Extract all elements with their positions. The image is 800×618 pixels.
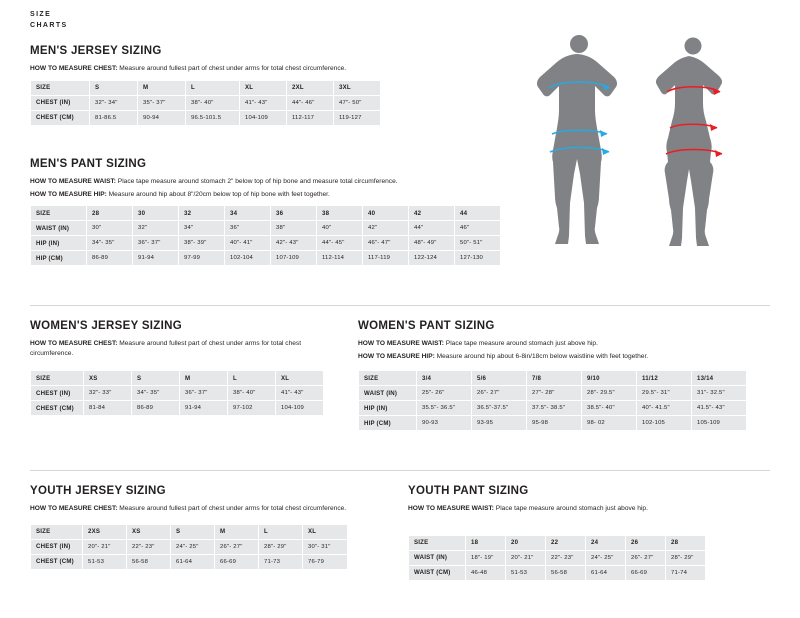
female-body-diagram	[656, 38, 722, 247]
table-cell: 46-48	[466, 565, 506, 580]
table-cell: 44"- 45"	[317, 236, 363, 251]
table-row-label: WAIST (IN)	[409, 550, 466, 565]
table-header-cell: 9/10	[582, 371, 637, 386]
table-cell: 71-74	[666, 565, 706, 580]
table-row-label: CHEST (IN)	[31, 539, 83, 554]
table-cell: 40"	[317, 221, 363, 236]
table-header-cell: SIZE	[31, 206, 87, 221]
page-title	[30, 9, 68, 31]
table-row	[31, 110, 381, 125]
arrow-head-icon	[600, 130, 607, 137]
table-header-cell: L	[228, 371, 276, 386]
table-cell: 127-130	[455, 251, 501, 266]
table-cell: 38"- 40"	[186, 95, 240, 110]
table-cell: 26"- 27"	[215, 539, 259, 554]
table-header-cell: 30	[133, 206, 179, 221]
howto-label: HOW TO MEASURE HIP:	[358, 352, 435, 360]
table-cell: 37.5"- 38.5"	[527, 401, 582, 416]
table-cell: 97-99	[179, 251, 225, 266]
howto-label: HOW TO MEASURE WAIST:	[358, 340, 444, 347]
table-cell: 22"- 23"	[546, 550, 586, 565]
table-header-cell: 44	[455, 206, 501, 221]
table-cell: 97-102	[228, 401, 276, 416]
table-row	[31, 221, 501, 236]
section-mens-jersey	[30, 45, 500, 126]
table-cell: 86-89	[132, 401, 180, 416]
table-row	[31, 206, 501, 221]
table-cell: 102-105	[637, 416, 692, 431]
table-row	[31, 80, 381, 95]
table-cell: 38.5"- 40"	[582, 401, 637, 416]
table-header-cell: SIZE	[31, 371, 84, 386]
size-table-mens-pant	[30, 205, 501, 266]
table-row-label: CHEST (CM)	[31, 110, 90, 125]
table-cell: 38"- 39"	[179, 236, 225, 251]
table-row	[359, 416, 747, 431]
table-header-cell: SIZE	[359, 371, 417, 386]
table-cell: 42"- 43"	[271, 236, 317, 251]
table-cell: 22"- 23"	[127, 539, 171, 554]
howto-label: HOW TO MEASURE CHEST:	[30, 505, 118, 512]
table-row-label: CHEST (IN)	[31, 95, 90, 110]
howto-label: HOW TO MEASURE WAIST:	[408, 505, 494, 512]
section-title: MEN'S PANT SIZING	[30, 158, 147, 170]
table-header-cell: 24	[586, 535, 626, 550]
table-header-cell: 13/14	[692, 371, 747, 386]
table-cell: 27"- 28"	[527, 386, 582, 401]
table-cell: 32"- 34"	[90, 95, 138, 110]
table-cell: 36"- 37"	[133, 236, 179, 251]
table-cell: 32"- 33"	[84, 386, 132, 401]
table-cell: 112-117	[287, 110, 334, 125]
table-cell: 95-98	[527, 416, 582, 431]
table-cell: 90-94	[138, 110, 186, 125]
table-cell: 107-109	[271, 251, 317, 266]
table-cell: 48"- 49"	[409, 236, 455, 251]
table-cell: 91-94	[180, 401, 228, 416]
howto-text: Place tape measure around stomach just above hip.	[443, 340, 598, 347]
table-row-label: CHEST (CM)	[31, 401, 84, 416]
table-cell: 112-114	[317, 251, 363, 266]
table-header-cell: 5/6	[472, 371, 527, 386]
table-cell: 76-79	[303, 554, 348, 569]
table-header-cell: 28	[666, 535, 706, 550]
table-cell: 66-69	[215, 554, 259, 569]
table-row	[31, 251, 501, 266]
howto-measure-hip	[30, 190, 510, 200]
howto-text: Place tape measure around stomach just above hip.	[493, 505, 648, 512]
table-header-cell: 2XS	[83, 524, 127, 539]
howto-text: Measure around fullest part of chest under arms for total chest circumference.	[30, 340, 302, 357]
table-cell: 38"	[271, 221, 317, 236]
table-cell: 117-119	[363, 251, 409, 266]
table-header-cell: 18	[466, 535, 506, 550]
table-header-cell: 7/8	[527, 371, 582, 386]
body-diagrams	[520, 30, 770, 280]
table-cell: 24"- 25"	[171, 539, 215, 554]
table-cell: 35"- 37"	[138, 95, 186, 110]
table-cell: 24"- 25"	[586, 550, 626, 565]
table-cell: 81-84	[84, 401, 132, 416]
table-header-cell: XS	[127, 524, 171, 539]
table-row	[31, 524, 348, 539]
table-header-cell: 26	[626, 535, 666, 550]
section-title: YOUTH JERSEY SIZING	[30, 485, 166, 497]
table-cell: 20"- 21"	[506, 550, 546, 565]
table-header-cell: 42	[409, 206, 455, 221]
table-header-cell: 36	[271, 206, 317, 221]
table-cell: 41.5"- 43"	[692, 401, 747, 416]
table-header-cell: 34	[225, 206, 271, 221]
table-header-cell: M	[180, 371, 228, 386]
section-title: MEN'S JERSEY SIZING	[30, 45, 162, 57]
table-header-cell: 11/12	[637, 371, 692, 386]
table-row-label: WAIST (IN)	[359, 386, 417, 401]
arrow-head-icon	[715, 150, 722, 157]
table-cell: 102-104	[225, 251, 271, 266]
table-cell: 44"- 46"	[287, 95, 334, 110]
section-title: WOMEN'S PANT SIZING	[358, 320, 495, 332]
table-cell: 61-64	[171, 554, 215, 569]
table-cell: 96.5-101.5	[186, 110, 240, 125]
arrow-head-icon	[710, 124, 717, 131]
table-row-label: HIP (CM)	[31, 251, 87, 266]
table-cell: 56-58	[127, 554, 171, 569]
table-cell: 30"	[87, 221, 133, 236]
howto-measure-waist	[30, 177, 510, 187]
table-cell: 51-53	[506, 565, 546, 580]
table-cell: 26"- 27"	[626, 550, 666, 565]
howto-label: HOW TO MEASURE WAIST:	[30, 178, 116, 185]
table-cell: 40"- 41.5"	[637, 401, 692, 416]
table-header-cell: 38	[317, 206, 363, 221]
section-title: WOMEN'S JERSEY SIZING	[30, 320, 182, 332]
table-cell: 25"- 26"	[417, 386, 472, 401]
table-cell: 31"- 32.5"	[692, 386, 747, 401]
table-cell: 51-53	[83, 554, 127, 569]
table-row	[409, 535, 706, 550]
table-row-label: HIP (CM)	[359, 416, 417, 431]
divider	[30, 470, 770, 471]
table-row-label: CHEST (IN)	[31, 386, 84, 401]
table-cell: 29.5"- 31"	[637, 386, 692, 401]
section-title: YOUTH PANT SIZING	[408, 485, 529, 497]
table-header-cell: SIZE	[31, 80, 90, 95]
male-body-diagram	[537, 35, 617, 244]
table-header-cell: XL	[303, 524, 348, 539]
table-header-cell: 28	[87, 206, 133, 221]
table-row	[31, 554, 348, 569]
table-row	[409, 565, 706, 580]
size-table-womens-jersey	[30, 370, 324, 416]
table-row-label: WAIST (IN)	[31, 221, 87, 236]
table-cell: 41"- 43"	[276, 386, 324, 401]
howto-label: HOW TO MEASURE CHEST:	[30, 65, 118, 72]
table-cell: 30"- 31"	[303, 539, 348, 554]
howto-measure-chest	[30, 64, 500, 74]
page-title-line2: CHARTS	[30, 22, 68, 29]
section-youth-pant	[408, 485, 708, 581]
size-table-mens-jersey	[30, 80, 381, 126]
page-title-line1: SIZE	[30, 11, 52, 18]
table-cell: 42"	[363, 221, 409, 236]
table-row	[359, 401, 747, 416]
table-cell: 47"- 50"	[334, 95, 381, 110]
table-header-cell: M	[138, 80, 186, 95]
table-header-cell: S	[171, 524, 215, 539]
table-header-cell: XL	[240, 80, 287, 95]
table-row-label: CHEST (CM)	[31, 554, 83, 569]
table-cell: 46"	[455, 221, 501, 236]
howto-measure-waist	[408, 504, 708, 514]
size-table-womens-pant	[358, 370, 747, 431]
table-cell: 98- 02	[582, 416, 637, 431]
table-cell: 32"	[133, 221, 179, 236]
table-header-cell: 22	[546, 535, 586, 550]
table-row	[359, 371, 747, 386]
table-row-label: HIP (IN)	[31, 236, 87, 251]
table-cell: 104-109	[276, 401, 324, 416]
table-cell: 18"- 19"	[466, 550, 506, 565]
table-cell: 35.5"- 36.5"	[417, 401, 472, 416]
table-header-cell: 2XL	[287, 80, 334, 95]
howto-measure-waist	[358, 339, 758, 349]
section-mens-pant	[30, 158, 510, 266]
table-row-label: WAIST (CM)	[409, 565, 466, 580]
table-cell: 34"- 35"	[132, 386, 180, 401]
table-cell: 61-64	[586, 565, 626, 580]
table-cell: 40"- 41"	[225, 236, 271, 251]
table-header-cell: 32	[179, 206, 225, 221]
table-cell: 119-127	[334, 110, 381, 125]
table-cell: 36"- 37"	[180, 386, 228, 401]
table-row-label: HIP (IN)	[359, 401, 417, 416]
table-cell: 28"- 29.5"	[582, 386, 637, 401]
table-cell: 56-58	[546, 565, 586, 580]
table-header-cell: XL	[276, 371, 324, 386]
howto-text: Measure around hip about 6-8in/18cm below waistline with feet together.	[434, 352, 649, 360]
divider	[30, 305, 770, 306]
table-cell: 91-94	[133, 251, 179, 266]
table-row	[31, 386, 324, 401]
table-row	[409, 550, 706, 565]
howto-text: Place tape measure around stomach 2" below top of hip bone and measure total circumference.	[115, 178, 398, 185]
table-cell: 66-69	[626, 565, 666, 580]
table-header-cell: L	[186, 80, 240, 95]
table-header-cell: L	[259, 524, 303, 539]
table-header-cell: SIZE	[409, 535, 466, 550]
table-cell: 122-124	[409, 251, 455, 266]
table-cell: 86-89	[87, 251, 133, 266]
howto-text: Measure around hip about 8"/20cm below top of hip bone with feet together.	[106, 190, 330, 198]
howto-label: HOW TO MEASURE HIP:	[30, 190, 107, 198]
table-cell: 50"- 51"	[455, 236, 501, 251]
table-cell: 28"- 29"	[259, 539, 303, 554]
size-table-youth-jersey	[30, 524, 348, 570]
table-cell: 26"- 27"	[472, 386, 527, 401]
size-table-youth-pant	[408, 535, 706, 581]
howto-text: Measure around fullest part of chest under arms for total chest circumference.	[117, 505, 347, 512]
arrow-head-icon	[602, 148, 609, 155]
section-youth-jersey	[30, 485, 370, 570]
table-row	[31, 95, 381, 110]
table-row	[31, 539, 348, 554]
table-row	[359, 386, 747, 401]
howto-text: Measure around fullest part of chest under arms for total chest circumference.	[117, 65, 347, 72]
table-cell: 34"- 35"	[87, 236, 133, 251]
table-cell: 93-95	[472, 416, 527, 431]
section-womens-jersey	[30, 320, 330, 416]
table-cell: 34"	[179, 221, 225, 236]
table-cell: 105-109	[692, 416, 747, 431]
table-cell: 81-86.5	[90, 110, 138, 125]
table-header-cell: 3/4	[417, 371, 472, 386]
table-header-cell: S	[132, 371, 180, 386]
table-cell: 41"- 43"	[240, 95, 287, 110]
table-cell: 104-109	[240, 110, 287, 125]
table-row	[31, 371, 324, 386]
table-cell: 71-73	[259, 554, 303, 569]
table-cell: 36"	[225, 221, 271, 236]
howto-measure-chest	[30, 504, 370, 514]
table-cell: 90-93	[417, 416, 472, 431]
table-cell: 38"- 40"	[228, 386, 276, 401]
table-header-cell: SIZE	[31, 524, 83, 539]
table-header-cell: XS	[84, 371, 132, 386]
table-header-cell: M	[215, 524, 259, 539]
table-cell: 20"- 21"	[83, 539, 127, 554]
table-cell: 36.5"-37.5"	[472, 401, 527, 416]
table-cell: 46"- 47"	[363, 236, 409, 251]
howto-measure-hip	[358, 352, 758, 362]
table-header-cell: S	[90, 80, 138, 95]
table-header-cell: 3XL	[334, 80, 381, 95]
table-header-cell: 20	[506, 535, 546, 550]
table-header-cell: 40	[363, 206, 409, 221]
howto-measure-chest	[30, 339, 330, 358]
section-womens-pant	[358, 320, 758, 431]
howto-label: HOW TO MEASURE CHEST:	[30, 340, 118, 347]
table-cell: 28"- 29"	[666, 550, 706, 565]
table-row	[31, 401, 324, 416]
table-row	[31, 236, 501, 251]
table-cell: 44"	[409, 221, 455, 236]
